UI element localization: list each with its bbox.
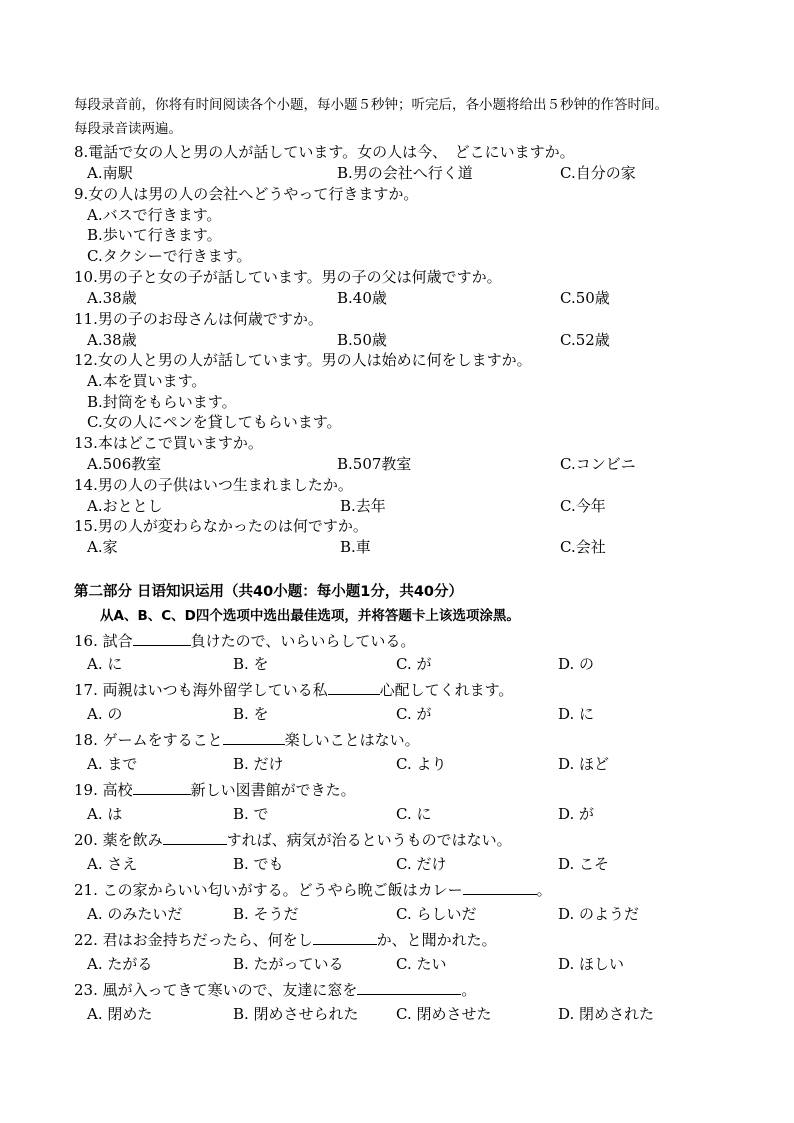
intro-line-1: 每段录音前，你将有时间阅读各个小题，每小题５秒钟；听完后，各小题将给出５秒钟的作答时间。 xyxy=(74,97,668,113)
answer-blank xyxy=(163,829,227,845)
question-14: 14.男の人の子供はいつ生まれましたか。 xyxy=(74,476,353,494)
q17-option-b[interactable]: B. を xyxy=(233,705,269,723)
q20-option-b[interactable]: B. でも xyxy=(233,855,284,873)
part2-title: 第二部分 日语知识运用（共40小题：每小题1分，共40分） xyxy=(74,584,463,600)
question-13: 13.本はどこで買いますか。 xyxy=(74,434,263,452)
question-19-tail: 新しい図書館ができた。 xyxy=(190,781,356,799)
answer-blank xyxy=(133,630,191,646)
q21-option-b[interactable]: B. そうだ xyxy=(233,905,299,923)
q8-option-c[interactable]: C.自分の家 xyxy=(560,164,636,182)
question-18 xyxy=(74,729,420,750)
question-18-tail: 楽しいことはない。 xyxy=(284,731,420,749)
q16-option-c[interactable]: C. が xyxy=(396,655,432,673)
q16-option-b[interactable]: B. を xyxy=(233,655,269,673)
question-9: 9.女の人は男の人の会社へどうやって行きますか。 xyxy=(74,185,419,203)
answer-blank xyxy=(357,979,461,995)
q13-option-b[interactable]: B.507教室 xyxy=(337,455,412,473)
q12-option-b[interactable]: B.封筒をもらいます。 xyxy=(87,393,237,411)
q8-option-b[interactable]: B.男の会社へ行く道 xyxy=(337,164,473,182)
q16-option-d[interactable]: D. の xyxy=(558,655,595,673)
question-23-stem: 23. 風が入ってきて寒いので、友達に窓を xyxy=(74,981,358,999)
q10-option-b[interactable]: B.40歳 xyxy=(337,289,387,307)
question-16 xyxy=(74,630,415,651)
question-19 xyxy=(74,779,356,800)
question-20-tail: すれば、病気が治るというものではない。 xyxy=(226,831,512,849)
question-19-stem: 19. 高校 xyxy=(74,781,133,799)
q22-option-d[interactable]: D. ほしい xyxy=(558,955,625,973)
q12-option-a[interactable]: A.本を買います。 xyxy=(87,372,207,390)
q20-option-a[interactable]: A. さえ xyxy=(87,855,138,873)
q9-option-a[interactable]: A.バスで行きます。 xyxy=(87,206,222,224)
part2-instruction: 从A、B、C、D四个选项中选出最佳选项，并将答题卡上该选项涂黑。 xyxy=(100,608,520,624)
q11-option-b[interactable]: B.50歳 xyxy=(337,331,387,349)
question-18-stem: 18. ゲームをすること xyxy=(74,731,223,749)
q16-option-a[interactable]: A. に xyxy=(87,655,123,673)
q22-option-a[interactable]: A. たがる xyxy=(87,955,153,973)
q19-option-a[interactable]: A. は xyxy=(87,805,123,823)
question-21 xyxy=(74,879,552,900)
q17-option-d[interactable]: D. に xyxy=(558,705,595,723)
q14-option-b[interactable]: B.去年 xyxy=(340,497,386,515)
question-20-stem: 20. 薬を飲み xyxy=(74,831,163,849)
q14-option-c[interactable]: C.今年 xyxy=(560,497,606,515)
answer-blank xyxy=(133,779,191,795)
q18-option-b[interactable]: B. だけ xyxy=(233,755,284,773)
q23-option-c[interactable]: C. 閉めさせた xyxy=(396,1005,492,1023)
q17-option-c[interactable]: C. が xyxy=(396,705,432,723)
q14-option-a[interactable]: A.おととし xyxy=(87,497,163,515)
q8-option-a[interactable]: A.南駅 xyxy=(87,164,133,182)
answer-blank xyxy=(223,729,285,745)
question-16-stem: 16. 試合 xyxy=(74,632,133,650)
question-21-tail: 。 xyxy=(536,881,552,899)
q10-option-a[interactable]: A.38歳 xyxy=(87,289,137,307)
question-8: 8.電話で女の人と男の人が話しています。女の人は今、 どこにいますか。 xyxy=(74,143,575,161)
question-21-stem: 21. この家からいい匂いがする。どうやら晩ご飯はカレー xyxy=(74,881,463,899)
q15-option-c[interactable]: C.会社 xyxy=(560,538,606,556)
q23-option-a[interactable]: A. 閉めた xyxy=(87,1005,153,1023)
question-11: 11.男の子のお母さんは何歳ですか。 xyxy=(74,310,323,328)
question-22 xyxy=(74,929,497,950)
q21-option-a[interactable]: A. のみたいだ xyxy=(87,905,183,923)
intro-line-2: 每段录音读两遍。 xyxy=(74,121,182,137)
question-12: 12.女の人と男の人が話しています。男の人は始めに何をしますか。 xyxy=(74,351,532,369)
q19-option-d[interactable]: D. が xyxy=(558,805,595,823)
q9-option-c[interactable]: C.タクシーで行きます。 xyxy=(87,247,252,265)
q9-option-b[interactable]: B.歩いて行きます。 xyxy=(87,226,222,244)
q21-option-d[interactable]: D. のようだ xyxy=(558,905,640,923)
question-16-tail: 負けたので、いらいらしている。 xyxy=(190,632,416,650)
answer-blank xyxy=(328,679,380,695)
question-22-tail: か、と聞かれた。 xyxy=(376,931,497,949)
q20-option-c[interactable]: C. だけ xyxy=(396,855,447,873)
q12-option-c[interactable]: C.女の人にペンを貸してもらいます。 xyxy=(87,413,342,431)
q20-option-d[interactable]: D. こそ xyxy=(558,855,610,873)
question-23-tail: 。 xyxy=(461,981,477,999)
q10-option-c[interactable]: C.50歳 xyxy=(560,289,610,307)
question-22-stem: 22. 君はお金持ちだったら、何をし xyxy=(74,931,313,949)
q19-option-b[interactable]: B. で xyxy=(233,805,269,823)
question-17 xyxy=(74,679,513,700)
q19-option-c[interactable]: C. に xyxy=(396,805,432,823)
q18-option-d[interactable]: D. ほど xyxy=(558,755,610,773)
q13-option-a[interactable]: A.506教室 xyxy=(87,455,162,473)
question-17-tail: 心配してくれます。 xyxy=(379,681,514,699)
question-17-stem: 17. 両親はいつも海外留学している私 xyxy=(74,681,328,699)
q22-option-c[interactable]: C. たい xyxy=(396,955,447,973)
q18-option-a[interactable]: A. まで xyxy=(87,755,138,773)
q15-option-b[interactable]: B.車 xyxy=(340,538,371,556)
q17-option-a[interactable]: A. の xyxy=(87,705,123,723)
question-20 xyxy=(74,829,512,850)
q23-option-d[interactable]: D. 閉めされた xyxy=(558,1005,655,1023)
question-15: 15.男の人が変わらなかったのは何ですか。 xyxy=(74,517,368,535)
q22-option-b[interactable]: B. たがっている xyxy=(233,955,344,973)
q11-option-a[interactable]: A.38歳 xyxy=(87,331,137,349)
q15-option-a[interactable]: A.家 xyxy=(87,538,118,556)
q18-option-c[interactable]: C. より xyxy=(396,755,447,773)
answer-blank xyxy=(463,879,537,895)
q23-option-b[interactable]: B. 閉めさせられた xyxy=(233,1005,359,1023)
question-23 xyxy=(74,979,476,1000)
answer-blank xyxy=(313,929,377,945)
q13-option-c[interactable]: C.コンビニ xyxy=(560,455,636,473)
q21-option-c[interactable]: C. らしいだ xyxy=(396,905,477,923)
question-10: 10.男の子と女の子が話しています。男の子の父は何歳ですか。 xyxy=(74,268,502,286)
q11-option-c[interactable]: C.52歳 xyxy=(560,331,610,349)
